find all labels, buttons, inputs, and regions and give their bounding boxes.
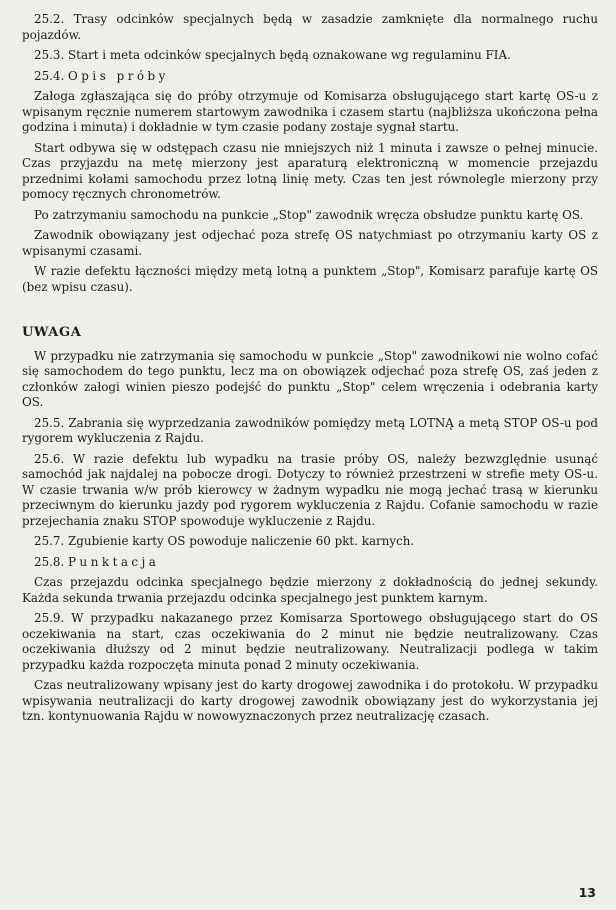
paragraph-25-4-a: Załoga zgłaszająca się do próby otrzymuje od Komisarza obsługującego start kartę OS-u z wpisanym ręcznie numerem startowym zawodnika i czasem startu (najbliższa ukończona pełna godzina i minuta) i dokładnie w tym czasie podany zostaje sygnał startu. xyxy=(22,89,598,134)
paragraph-25-4-e: W razie defektu łączności między metą lotną a punktem „Stop", Komisarz parafuje kartę OS (bez wpisu czasu). xyxy=(22,264,598,294)
paragraph-25-9-b: Czas neutralizowany wpisany jest do karty drogowej zawodnika i do protokołu. W przypadku wpisywania neutralizacji do karty drogowej zawodnik obowiązany jest do wykorzystania jej tzn. kontynuowania Rajdu w nowowyznaczonych przez neutralizację czasach. xyxy=(22,678,598,723)
paragraph-25-4-b: Start odbywa się w odstępach czasu nie mniejszych niż 1 minuta i zawsze o pełnej minucie. Czas przyjazdu na metę mierzony jest aparaturą elektroniczną w momencie przejazdu przednimi kołami samochodu przez lotną linię mety. Czas ten jest równolegle mierzony przy pomocy ręcznych chronometrów. xyxy=(22,140,598,201)
section-25-8-heading xyxy=(22,555,598,571)
paragraph-25-9: 25.9. W przypadku nakazanego przez Komisarza Sportowego obsługującego start do OS oczekiwania na start, czas oczekiwania do 2 minut nie będzie neutralizowany. Czas oczekiwania dłuższy od 2 minut będzie neutralizowany. Neutralizacji podlega w takim przypadku każda rozpoczęta minuta ponad 2 minuty oczekiwania. xyxy=(22,611,598,672)
paragraph-25-2: 25.2. Trasy odcinków specjalnych będą w zasadzie zamknięte dla normalnego ruchu pojazdów. xyxy=(22,12,598,42)
paragraph-25-8-a: Czas przejazdu odcinka specjalnego będzie mierzony z dokładnością do jednej sekundy. Każda sekunda trwania przejazdu odcinka specjalnego jest punktem karnym. xyxy=(22,575,598,605)
section-number: 25.8. xyxy=(34,554,65,569)
section-title: Opis próby xyxy=(68,68,169,83)
section-25-4-heading xyxy=(22,69,598,85)
section-title: Punktacja xyxy=(68,554,160,569)
section-number: 25.4. xyxy=(34,68,65,83)
paragraph-25-3: 25.3. Start i meta odcinków specjalnych będą oznakowane wg regulaminu FIA. xyxy=(34,48,511,62)
paragraph-25-4-c: Po zatrzymaniu samochodu na punkcie „Stop" zawodnik wręcza obsłudze punktu kartę OS. xyxy=(34,207,584,222)
page-number: 13 xyxy=(578,884,596,900)
paragraph-25-7: 25.7. Zgubienie karty OS powoduje naliczenie 60 pkt. karnych. xyxy=(34,534,415,548)
paragraph-25-4-d: Zawodnik obowiązany jest odjechać poza strefę OS natychmiast po otrzymaniu karty OS z wpisanymi czasami. xyxy=(22,228,598,258)
paragraph-25-5: 25.5. Zabrania się wyprzedzania zawodników pomiędzy metą LOTNĄ a metą STOP OS-u pod rygorem wykluczenia z Rajdu. xyxy=(22,415,598,445)
paragraph-25-6: 25.6. W razie defektu lub wypadku na trasie próby OS, należy bezwzględnie usunąć samochód jak najdalej na pobocze drogi. Dotyczy to również przestrzeni w strefie mety OS-u. W czasie trwania w/w prób kierowcy w żadnym wypadku nie mogą jechać trasą w kierunku przeciwnym do kierunku jazdy pod rygorem wykluczenia z Rajdu. Cofanie samochodu w razie przejechania znaku STOP spowoduje wykluczenie z Rajdu. xyxy=(22,451,598,528)
uwaga-paragraph: W przypadku nie zatrzymania się samochodu w punkcie „Stop" zawodnikowi nie wolno cofać się samochodem do tego punktu, lecz ma on obowiązek odjechać poza strefę OS, zaś jeden z członków załogi winien pieszo podejść do punktu „Stop" celem wręczenia i odebrania karty OS. xyxy=(22,348,598,409)
uwaga-heading: UWAGA xyxy=(22,325,82,340)
